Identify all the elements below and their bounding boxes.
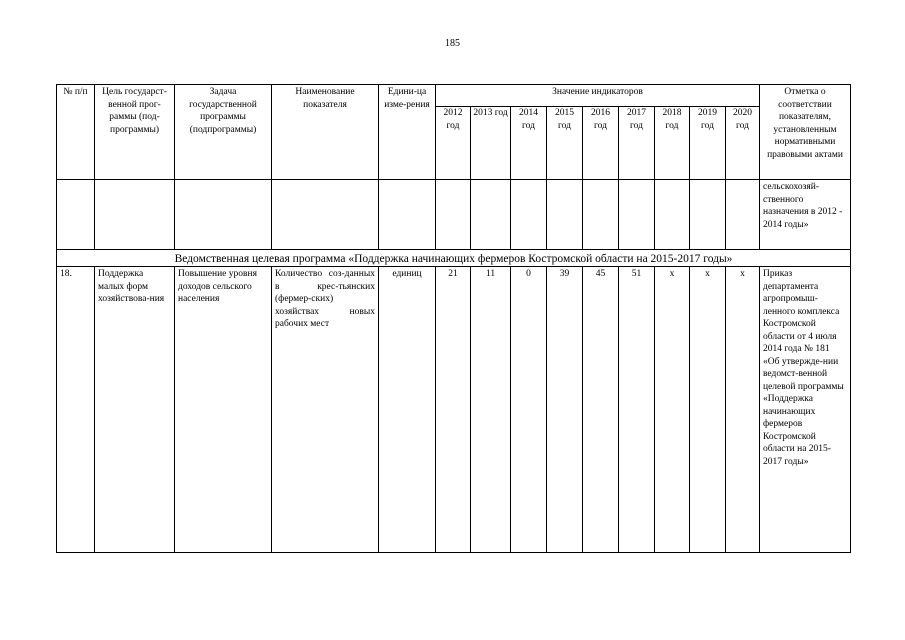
row-note: Приказ департамента агропромыш-ленного комплекса Костромской области от 4 июля 2014 года № 181 «Об утвержде-нии ведомст-венной целевой программы «Поддержка начинающих фермеров Костромской области на 2015-2017 годы» (760, 267, 851, 553)
row-goal: Поддержка малых форм хозяйствова-ния (95, 267, 175, 553)
header-indicator-name: Наименование показателя (272, 85, 379, 180)
row-value: х (726, 267, 760, 553)
indicators-table (56, 84, 851, 553)
header-year: 2019 год (690, 107, 726, 180)
row-value: 45 (583, 267, 619, 553)
header-values-title: Значение индикаторов (436, 85, 760, 107)
row-value: 21 (436, 267, 471, 553)
header-year: 2020 год (726, 107, 760, 180)
page-number: 185 (445, 38, 460, 49)
header-year: 2012 год (436, 107, 471, 180)
header-year: 2013 год (471, 107, 511, 180)
row-task: Повышение уровня доходов сельского населения (175, 267, 272, 553)
header-year: 2016 год (583, 107, 619, 180)
row-value: 11 (471, 267, 511, 553)
header-year: 2014 год (511, 107, 547, 180)
header-unit: Едини-ца изме-рения (379, 85, 436, 180)
row-value: 39 (547, 267, 583, 553)
continuation-note: сельскохозяй-ственного назначения в 2012 - 2014 годы» (760, 180, 851, 250)
row-value: х (690, 267, 726, 553)
header-note: Отметка о соответствии показателям, установленным нормативными правовыми актами (760, 85, 851, 180)
header-year: 2015 год (547, 107, 583, 180)
header-year: 2018 год (655, 107, 690, 180)
continuation-row (57, 180, 851, 250)
row-num: 18. (57, 267, 95, 553)
section-row (57, 250, 851, 267)
header-num: № п/п (57, 85, 95, 180)
row-value: 0 (511, 267, 547, 553)
table-row (57, 267, 851, 553)
header-row-1 (57, 85, 851, 107)
row-value: 51 (619, 267, 655, 553)
row-unit: единиц (379, 267, 436, 553)
header-year: 2017 год (619, 107, 655, 180)
section-title: Ведомственная целевая программа «Поддержка начинающих фермеров Костромской области на 2015-2017 годы» (57, 250, 851, 267)
header-task: Задача государственной программы (подпрограммы) (175, 85, 272, 180)
header-goal: Цель государст-венной прог-раммы (под-программы) (95, 85, 175, 180)
row-indicator-name: Количество соз-данных в крес-тьянских (фермер-ских) хозяйствах новых рабочих мест (272, 267, 379, 553)
row-value: х (655, 267, 690, 553)
